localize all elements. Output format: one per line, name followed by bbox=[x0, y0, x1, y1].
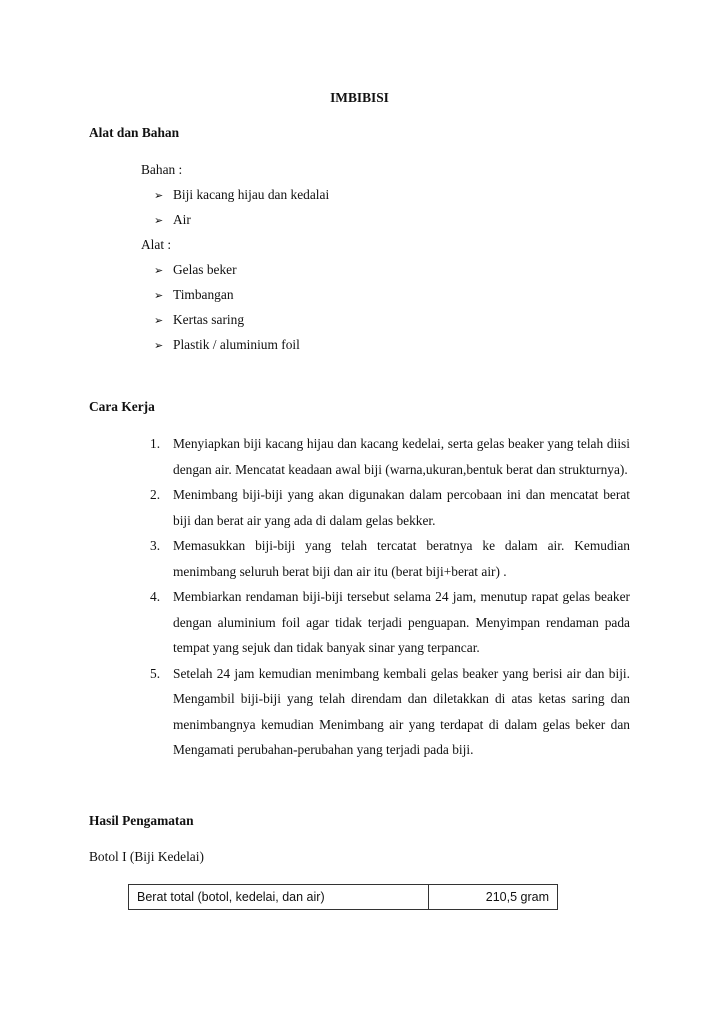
list-item: 3. Memasukkan biji-biji yang telah tercatat beratnya ke dalam air. Kemudian menimbang seluruh berat biji dan air itu (berat biji+berat air) . bbox=[150, 538, 630, 579]
alat-label: Alat : bbox=[141, 237, 172, 252]
bahan-item: ➢ Biji kacang hijau dan kedalai bbox=[154, 187, 330, 202]
arrow-bullet-icon: ➢ bbox=[154, 189, 164, 202]
heading-alat-bahan: Alat dan Bahan bbox=[89, 125, 180, 140]
arrow-bullet-icon: ➢ bbox=[154, 214, 164, 227]
result-table bbox=[128, 884, 558, 910]
list-item: 4. Membiarkan rendaman biji-biji tersebut selama 24 jam, menutup rapat gelas beaker dengan aluminium foil agar tidak terjadi penguapan. Menyimpan rendaman pada tempat yang sejuk dan tidak banyak sinar yang terpancar. bbox=[150, 589, 630, 655]
steps-list bbox=[150, 431, 630, 763]
list-item: 1. Menyiapkan biji kacang hijau dan kacang kedelai, serta gelas beaker yang telah diisi dengan air. Mencatat keadaan awal biji (warna,ukuran,bentuk berat dan strukturnya). bbox=[150, 436, 630, 477]
table-cell-label: Berat total (botol, kedelai, dan air) bbox=[129, 885, 429, 910]
document-title: IMBIBISI bbox=[330, 90, 389, 105]
alat-item: ➢ Plastik / aluminium foil bbox=[154, 337, 300, 352]
arrow-bullet-icon: ➢ bbox=[154, 264, 164, 277]
arrow-bullet-icon: ➢ bbox=[154, 314, 164, 327]
alat-item: ➢ Timbangan bbox=[154, 287, 234, 302]
table-cell-value: 210,5 gram bbox=[429, 885, 558, 910]
heading-hasil-pengamatan: Hasil Pengamatan bbox=[89, 813, 194, 828]
table-row bbox=[129, 885, 558, 910]
alat-item: ➢ Gelas beker bbox=[154, 262, 237, 277]
arrow-bullet-icon: ➢ bbox=[154, 289, 164, 302]
bahan-item: ➢ Air bbox=[154, 212, 191, 227]
heading-cara-kerja: Cara Kerja bbox=[89, 399, 155, 414]
botol-label: Botol I (Biji Kedelai) bbox=[89, 849, 204, 864]
arrow-bullet-icon: ➢ bbox=[154, 339, 164, 352]
list-item: 2. Menimbang biji-biji yang akan digunakan dalam percobaan ini dan mencatat berat biji dan berat air yang ada di dalam gelas bekker. bbox=[150, 487, 630, 528]
alat-item: ➢ Kertas saring bbox=[154, 312, 245, 327]
bahan-label: Bahan : bbox=[141, 162, 183, 177]
list-item: 5. Setelah 24 jam kemudian menimbang kembali gelas beaker yang berisi air dan biji. Mengambil biji-biji yang telah direndam dan diletakkan di atas ketas saring dan menimbangnya kemudian Menimbang air yang terdapat di dalam gelas beker dan Mengamati perubahan-perubahan yang terjadi pada biji. bbox=[150, 665, 630, 757]
